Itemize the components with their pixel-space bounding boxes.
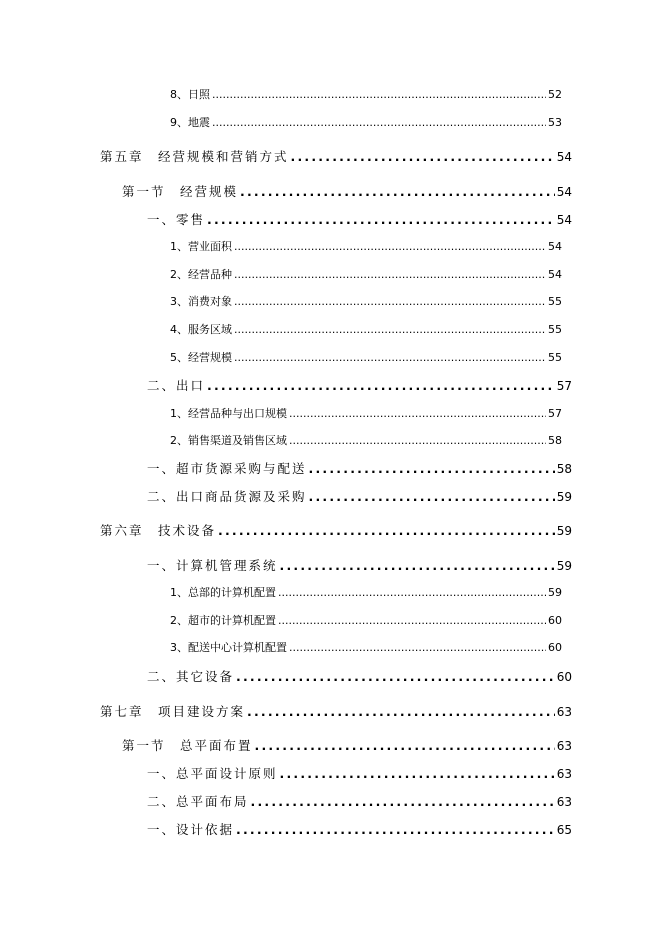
toc-entry-page: 54 bbox=[548, 240, 562, 253]
toc-entry-label: 一、超市货源采购与配送 bbox=[147, 461, 307, 476]
dot-leader bbox=[251, 794, 555, 809]
dot-leader bbox=[291, 149, 555, 164]
dot-leader bbox=[234, 323, 546, 336]
dot-leader bbox=[247, 704, 555, 719]
toc-entry[interactable] bbox=[147, 376, 572, 394]
toc-entry-label: 4、服务区域 bbox=[170, 323, 232, 336]
dot-leader bbox=[212, 88, 546, 101]
dot-leader bbox=[255, 738, 555, 753]
toc-entry-page: 55 bbox=[548, 323, 562, 336]
toc-entry-label: 5、经营规模 bbox=[170, 351, 232, 364]
toc-entry-label: 8、日照 bbox=[170, 88, 210, 101]
toc-entry[interactable] bbox=[170, 86, 562, 102]
toc-entry-label: 二、出口商品货源及采购 bbox=[147, 489, 307, 504]
toc-entry-page: 60 bbox=[548, 641, 562, 654]
toc-entry-page: 57 bbox=[556, 379, 572, 393]
toc-entry-page: 54 bbox=[556, 213, 572, 227]
toc-entry-page: 54 bbox=[556, 185, 572, 199]
dot-leader bbox=[234, 295, 546, 308]
dot-leader bbox=[212, 116, 546, 129]
toc-entry[interactable] bbox=[170, 114, 562, 130]
dot-leader bbox=[280, 558, 555, 573]
dot-leader bbox=[240, 184, 555, 199]
toc-entry[interactable] bbox=[170, 612, 562, 628]
toc-entry-label: 一、总平面设计原则 bbox=[147, 766, 278, 781]
dot-leader bbox=[289, 641, 546, 654]
toc-entry-label: 2、经营品种 bbox=[170, 268, 232, 281]
toc-entry[interactable] bbox=[122, 736, 572, 754]
toc-entry-page: 63 bbox=[556, 739, 572, 753]
toc-entry-page: 55 bbox=[548, 295, 562, 308]
toc-entry-label: 1、经营品种与出口规模 bbox=[170, 407, 287, 420]
toc-entry-label: 1、总部的计算机配置 bbox=[170, 586, 276, 599]
toc-entry-label: 一、计算机管理系统 bbox=[147, 558, 278, 573]
toc-entry-page: 59 bbox=[556, 490, 572, 504]
dot-leader bbox=[280, 766, 555, 781]
dot-leader bbox=[207, 378, 555, 393]
toc-entry-page: 65 bbox=[556, 823, 572, 837]
toc-entry-page: 58 bbox=[548, 434, 562, 447]
dot-leader bbox=[278, 614, 546, 627]
toc-entry-label: 2、超市的计算机配置 bbox=[170, 614, 276, 627]
toc-entry[interactable] bbox=[147, 459, 572, 477]
toc-entry[interactable] bbox=[170, 405, 562, 421]
toc-entry[interactable] bbox=[147, 820, 572, 838]
toc-entry[interactable] bbox=[147, 487, 572, 505]
toc-entry-label: 第七章 项目建设方案 bbox=[100, 704, 246, 719]
dot-leader bbox=[309, 489, 555, 504]
toc-entry-label: 一、零售 bbox=[147, 212, 206, 227]
toc-entry[interactable] bbox=[147, 792, 572, 810]
toc-entry-label: 二、其它设备 bbox=[147, 669, 235, 684]
toc-entry-label: 第一节 总平面布置 bbox=[122, 738, 253, 753]
toc-entry[interactable] bbox=[147, 667, 572, 685]
toc-entry[interactable] bbox=[170, 321, 562, 337]
toc-entry-page: 59 bbox=[556, 524, 572, 538]
dot-leader bbox=[236, 822, 555, 837]
toc-entry[interactable] bbox=[100, 702, 572, 720]
toc-entry-page: 52 bbox=[548, 88, 562, 101]
toc-entry-label: 3、消费对象 bbox=[170, 295, 232, 308]
toc-entry-label: 第六章 技术设备 bbox=[100, 523, 217, 538]
toc-entry-label: 1、营业面积 bbox=[170, 240, 232, 253]
dot-leader bbox=[218, 523, 555, 538]
toc-entry-label: 二、总平面布局 bbox=[147, 794, 249, 809]
toc-entry[interactable] bbox=[170, 349, 562, 365]
toc-entry[interactable] bbox=[147, 556, 572, 574]
toc-entry-page: 58 bbox=[556, 462, 572, 476]
toc-entry-page: 54 bbox=[548, 268, 562, 281]
dot-leader bbox=[234, 351, 546, 364]
toc-entry-label: 3、配送中心计算机配置 bbox=[170, 641, 287, 654]
toc-entry[interactable] bbox=[170, 293, 562, 309]
toc-entry[interactable] bbox=[170, 584, 562, 600]
toc-entry-page: 55 bbox=[548, 351, 562, 364]
toc-entry[interactable] bbox=[170, 639, 562, 655]
toc-entry[interactable] bbox=[100, 147, 572, 165]
dot-leader bbox=[234, 240, 546, 253]
toc-entry-label: 一、设计依据 bbox=[147, 822, 235, 837]
toc-entry[interactable] bbox=[170, 238, 562, 254]
toc-entry[interactable] bbox=[122, 182, 572, 200]
dot-leader bbox=[236, 669, 555, 684]
toc-entry-page: 63 bbox=[556, 767, 572, 781]
toc-entry-page: 54 bbox=[556, 150, 572, 164]
toc-entry-page: 57 bbox=[548, 407, 562, 420]
dot-leader bbox=[234, 268, 546, 281]
toc-entry-page: 53 bbox=[548, 116, 562, 129]
toc-entry-page: 60 bbox=[548, 614, 562, 627]
toc-entry[interactable] bbox=[147, 210, 572, 228]
toc-entry[interactable] bbox=[147, 764, 572, 782]
toc-entry-page: 60 bbox=[556, 670, 572, 684]
toc-entry-page: 59 bbox=[556, 559, 572, 573]
toc-entry-label: 第一节 经营规模 bbox=[122, 184, 239, 199]
toc-entry-page: 59 bbox=[548, 586, 562, 599]
toc-entry-label: 9、地震 bbox=[170, 116, 210, 129]
toc-entry-label: 第五章 经营规模和营销方式 bbox=[100, 149, 289, 164]
dot-leader bbox=[289, 434, 546, 447]
dot-leader bbox=[289, 407, 546, 420]
dot-leader bbox=[278, 586, 546, 599]
toc-entry-label: 2、销售渠道及销售区域 bbox=[170, 434, 287, 447]
toc-entry[interactable] bbox=[170, 432, 562, 448]
dot-leader bbox=[207, 212, 555, 227]
toc-entry-page: 63 bbox=[556, 705, 572, 719]
toc-entry[interactable] bbox=[100, 521, 572, 539]
toc-entry-page: 63 bbox=[556, 795, 572, 809]
dot-leader bbox=[309, 461, 555, 476]
toc-entry-label: 二、出口 bbox=[147, 378, 206, 393]
toc-entry[interactable] bbox=[170, 266, 562, 282]
